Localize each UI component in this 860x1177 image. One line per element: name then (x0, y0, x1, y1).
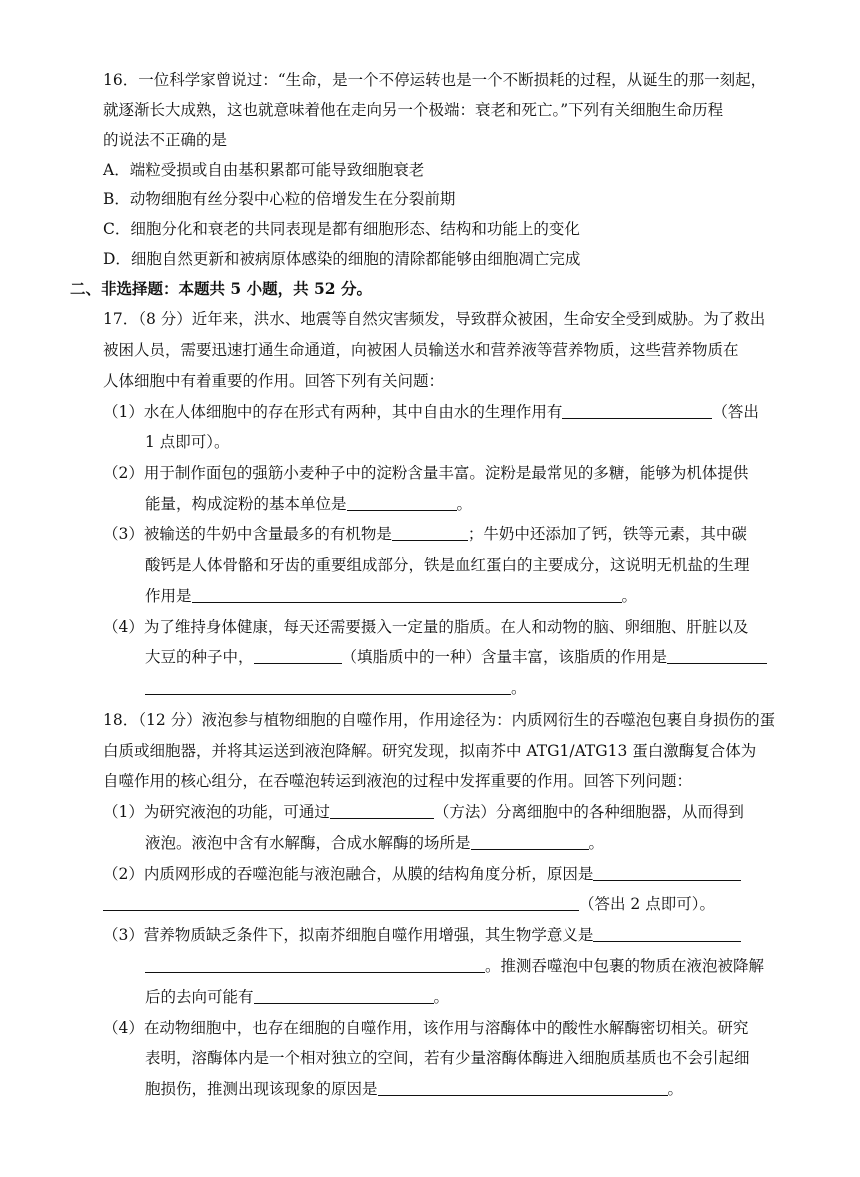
section-heading: 二、非选择题：本题共 5 小题，共 52 分。 (70, 279, 372, 298)
q17-part2-text: 能量，构成淀粉的基本单位是 (145, 495, 347, 513)
q17-part2-line: （2）用于制作面包的强筋小麦种子中的淀粉含量丰富。淀粉是最常见的多糖，能够为机体提供 (103, 464, 749, 482)
q17-part1-cont: 1 点即可）。 (145, 433, 230, 451)
answer-blank[interactable] (593, 865, 741, 881)
q16-option-b: B．动物细胞有丝分裂中心粒的倍增发生在分裂前期 (103, 190, 456, 208)
q17-line-2: 被困人员，需要迅速打通生命通道，向被困人员输送水和营养液等营养物质，这些营养物质在 (103, 341, 739, 359)
q18-part4-text: 胞损伤，推测出现该现象的原因是 (145, 1080, 378, 1098)
q16-line-3: 的说法不正确的是 (103, 131, 228, 149)
q16-line-1: 16．一位科学家曾说过：“生命，是一个不停运转也是一个不断损耗的过程，从诞生的那一刻起， (103, 71, 767, 89)
answer-blank[interactable] (392, 525, 468, 541)
answer-blank[interactable] (330, 803, 434, 819)
q18-part1-text: （1）为研究液泡的功能，可通过 (103, 803, 330, 821)
q16-option-c: C．细胞分化和衰老的共同表现是都有细胞形态、结构和功能上的变化 (103, 220, 580, 238)
q18-part3-line (103, 925, 741, 945)
answer-blank[interactable] (145, 679, 511, 695)
q17-part3-text: （3）被输送的牛奶中含量最多的有机物是 (103, 525, 392, 543)
q18-part1-text-2: 液泡。液泡中含有水解酶，合成水解酶的场所是 (145, 834, 471, 852)
q18-part3-text-tail: 。推测吞噬泡中包裹的物质在液泡被降解 (485, 957, 765, 975)
q18-part2-end: （答出 2 点即可）。 (579, 895, 715, 913)
q18-line-3: 自噬作用的核心组分，在吞噬泡转运到液泡的过程中发挥重要的作用。回答下列问题： (103, 772, 693, 790)
q17-line-3: 人体细胞中有着重要的作用。回答下列有关问题： (103, 372, 445, 390)
q17-part1-text-tail: （答出 (712, 403, 759, 421)
answer-blank[interactable] (254, 988, 434, 1004)
answer-blank[interactable] (192, 587, 622, 603)
q18-line-1: 18．（12 分）液泡参与植物细胞的自噬作用，作用途径为：内质网衍生的吞噬泡包裹自身损伤的蛋 (103, 711, 776, 729)
answer-blank[interactable] (103, 895, 579, 911)
q17-line-1: 17．（8 分）近年来，洪水、地震等自然灾害频发，导致群众被困，生命安全受到威胁。为了救出 (103, 310, 766, 328)
q17-part3-cont2 (145, 586, 637, 606)
q17-part4-line: （4）为了维持身体健康，每天还需要摄入一定量的脂质。在人和动物的脑、卵细胞、肝脏以及 (103, 618, 749, 636)
answer-blank[interactable] (347, 495, 457, 511)
q16-line-2: 就逐渐长大成熟，这也就意味着他在走向另一个极端：衰老和死亡。”下列有关细胞生命历程 (103, 101, 724, 119)
q17-part3-line (103, 524, 747, 544)
answer-blank[interactable] (378, 1080, 668, 1096)
q18-part3-text-2: 后的去向可能有 (145, 988, 254, 1006)
q18-part1-end: 。 (588, 834, 605, 852)
answer-blank[interactable] (254, 648, 342, 664)
q17-part2-cont (145, 494, 472, 514)
answer-blank[interactable] (593, 926, 741, 942)
q18-part3-cont2 (145, 987, 449, 1007)
q18-part3-cont (145, 956, 764, 976)
q18-part1-text-tail: （方法）分离细胞中的各种细胞器，从而得到 (433, 803, 744, 821)
q17-part3-text-2: 作用是 (145, 587, 192, 605)
q18-line-2: 白质或细胞器，并将其运送到液泡降解。研究发现，拟南芥中 ATG1/ATG13 蛋白激酶复合体为 (103, 742, 757, 760)
q18-part2-text: （2）内质网形成的吞噬泡能与液泡融合，从膜的结构角度分析，原因是 (103, 865, 594, 883)
q18-part1-line (103, 802, 744, 822)
q17-part4-cont (145, 647, 767, 667)
q17-part3-text-tail: ；牛奶中还添加了钙，铁等元素，其中碳 (467, 525, 747, 543)
q17-part3-end: 。 (621, 587, 638, 605)
q18-part3-end: 。 (433, 988, 450, 1006)
q18-part2-line (103, 864, 741, 884)
q17-part2-end: 。 (456, 495, 473, 513)
q18-part4-cont2 (145, 1079, 683, 1099)
q18-part4-cont: 表明，溶酶体内是一个相对独立的空间，若有少量溶酶体酶进入细胞质基质也不会引起细 (145, 1049, 750, 1067)
q16-option-d: D．细胞自然更新和被病原体感染的细胞的清除都能够由细胞凋亡完成 (103, 250, 581, 268)
q17-part4-text: 大豆的种子中， (145, 648, 254, 666)
answer-blank[interactable] (667, 648, 767, 664)
q18-part2-cont (103, 894, 715, 914)
q16-option-a: A．端粒受损或自由基积累都可能导致细胞衰老 (103, 161, 425, 179)
q17-part4-end: 。 (511, 679, 527, 697)
q17-part3-cont: 酸钙是人体骨骼和牙齿的重要组成部分，铁是血红蛋白的主要成分，这说明无机盐的生理 (145, 556, 750, 574)
answer-blank[interactable] (471, 834, 589, 850)
answer-blank[interactable] (145, 957, 485, 973)
q18-part3-text: （3）营养物质缺乏条件下，拟南芥细胞自噬作用增强，其生物学意义是 (103, 926, 594, 944)
q17-part1-text: （1）水在人体细胞中的存在形式有两种，其中自由水的生理作用有 (103, 403, 563, 421)
q18-part4-line: （4）在动物细胞中，也存在细胞的自噬作用，该作用与溶酶体中的酸性水解酶密切相关。研究 (103, 1019, 749, 1037)
q17-part4-text-mid: （填脂质中的一种）含量丰富，该脂质的作用是 (341, 648, 668, 666)
q17-part4-cont2 (145, 678, 527, 698)
answer-blank[interactable] (562, 403, 712, 419)
q18-part4-end: 。 (667, 1080, 684, 1098)
q18-part1-cont (145, 833, 604, 853)
q17-part1-line (103, 402, 759, 422)
